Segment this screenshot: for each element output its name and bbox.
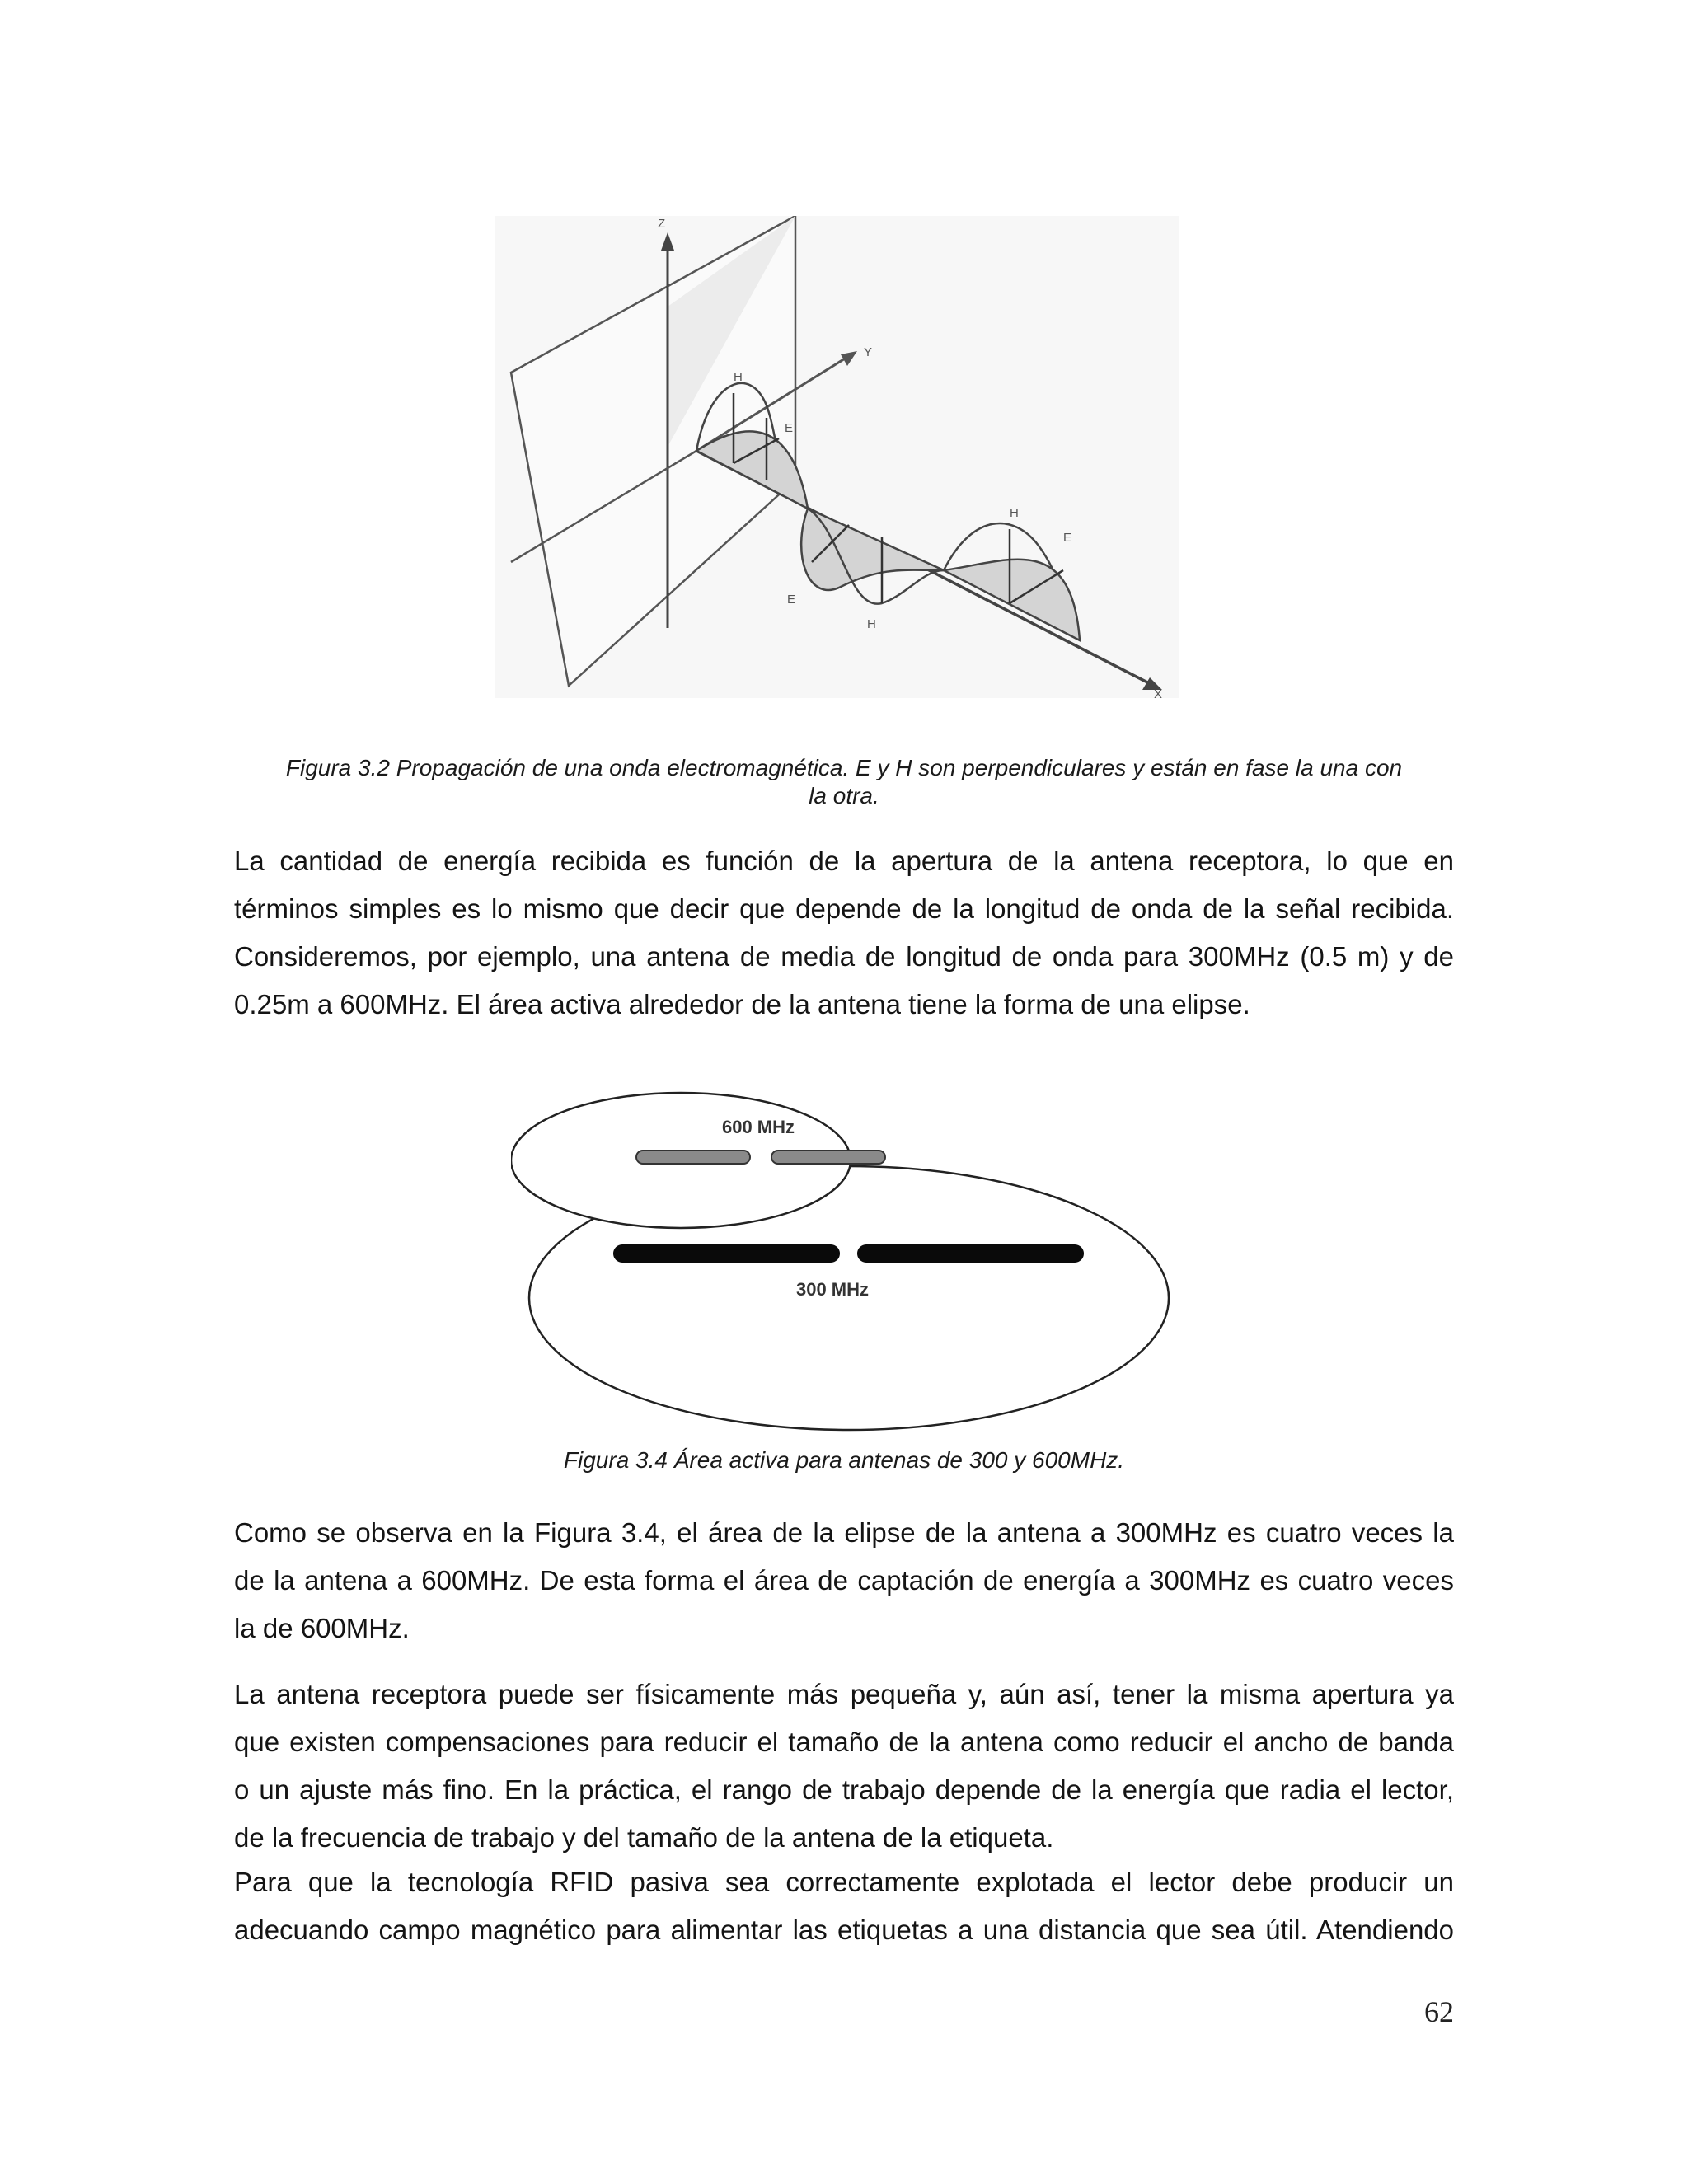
h-label-2: H (867, 617, 876, 631)
paragraph-receiver-antenna (234, 1671, 1454, 1862)
label-600-mhz: 600 MHz (721, 1117, 795, 1137)
figure-3-2-caption (231, 754, 1457, 810)
x-axis-label: X (1154, 687, 1163, 698)
e-label-3: E (1063, 531, 1072, 545)
label-300-mhz: 300 MHz (795, 1279, 870, 1300)
text-line: La cantidad de energía recibida es función de la apertura de la antena receptora, lo que en (234, 846, 1454, 876)
h-label-3: H (1010, 506, 1019, 520)
figure-3-4-caption: Figura 3.4 Área activa para antenas de 300 y 600MHz. (563, 1447, 1125, 1473)
text-line: que existen compensaciones para reducir el tamaño de la antena como reducir el ancho de banda (234, 1727, 1454, 1757)
caption-line-2: la otra. (809, 783, 879, 808)
text-line: Para que la tecnología RFID pasiva sea correctamente explotada el lector debe producir un (234, 1867, 1454, 1897)
text-line: adecuando campo magnético para alimentar las etiquetas a una distancia que sea útil. Atendiendo (234, 1915, 1454, 1945)
y-axis-label: Y (864, 345, 873, 359)
active-area-figure (511, 1088, 1187, 1434)
text-line: 0.25m a 600MHz. El área activa alrededor de la antena tiene la forma de una elipse. (234, 989, 1250, 1019)
page-number: 62 (1424, 1995, 1454, 2028)
h-label-1: H (734, 370, 743, 384)
text-line: Como se observa en la Figura 3.4, el área de la elipse de la antena a 300MHz es cuatro veces la (234, 1517, 1454, 1548)
text-line: o un ajuste más fino. En la práctica, el rango de trabajo depende de la energía que radia el lector, (234, 1774, 1454, 1805)
text-line: de la frecuencia de trabajo y del tamaño de la antena de la etiqueta. (234, 1822, 1054, 1853)
paragraph-comparison (234, 1509, 1454, 1652)
text-line: La antena receptora puede ser físicamente más pequeña y, aún así, tener la misma apertura ya (234, 1679, 1454, 1709)
text-line: Consideremos, por ejemplo, una antena de media de longitud de onda para 300MHz (0.5 m) y de (234, 941, 1454, 972)
paragraph-aperture (234, 837, 1454, 1029)
text-line: de la antena a 600MHz. De esta forma el área de captación de energía a 300MHz es cuatro veces (234, 1565, 1454, 1596)
z-axis-label: Z (658, 217, 666, 231)
em-wave-figure (495, 216, 1179, 698)
caption-line-1: Figura 3.2 Propagación de una onda electromagnética. E y H son perpendiculares y están en fase la una con (285, 755, 1403, 780)
text-line: la de 600MHz. (234, 1613, 410, 1643)
paragraph-rfid (234, 1858, 1454, 1954)
text-line: términos simples es lo mismo que decir que depende de la longitud de onda de la señal recibida. (234, 893, 1454, 924)
e-label-1: E (785, 421, 794, 435)
e-label-2: E (787, 593, 796, 607)
